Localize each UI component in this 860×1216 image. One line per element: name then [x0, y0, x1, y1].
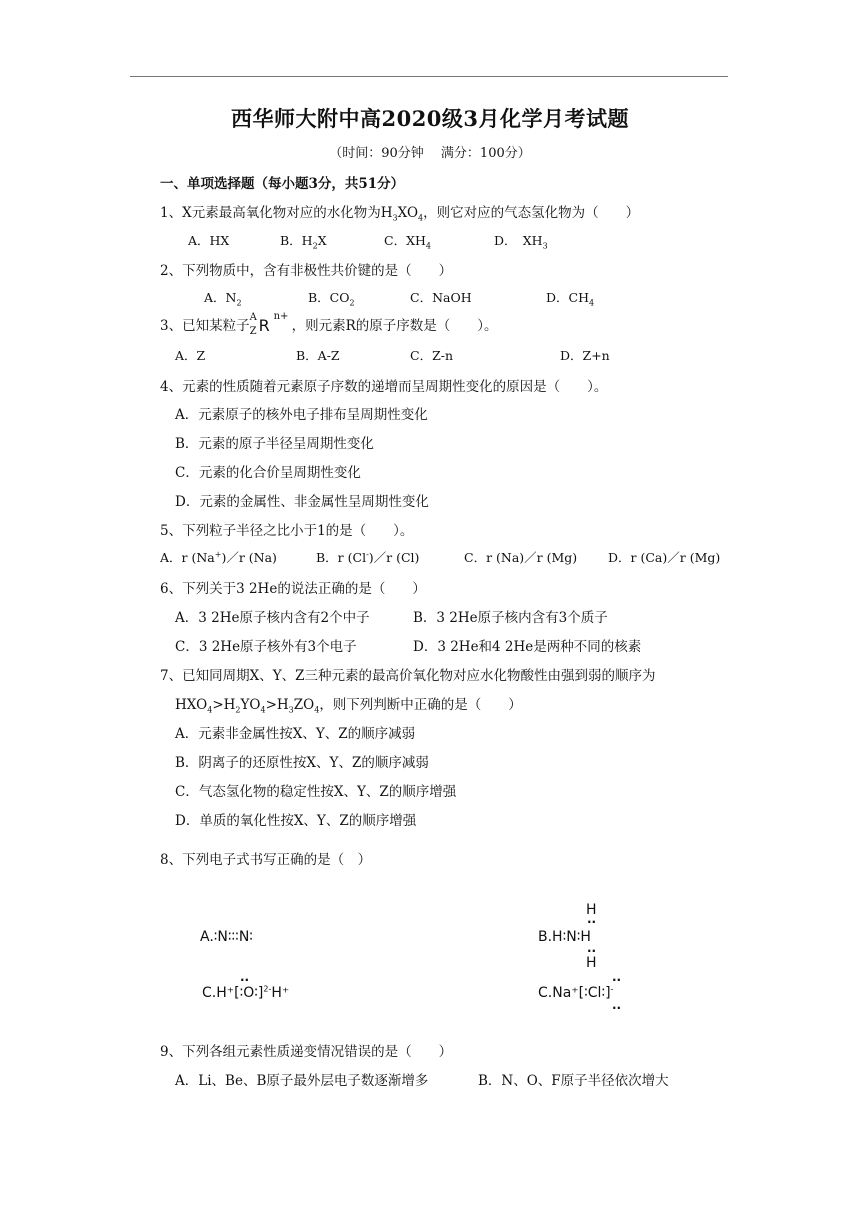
- question-6-option-d: D．3 2He和4 2He是两种不同的核素: [413, 639, 642, 655]
- page-title: 西华师大附中高2020级3月化学月考试题: [230, 106, 630, 131]
- question-7-option-a: A．元素非金属性按X、Y、Z的顺序减弱: [175, 726, 416, 742]
- exam-info: （时间：90分钟 满分：100分）: [329, 146, 531, 161]
- electron-formula-d: C.Na⁺[∶Cl∶]-: [538, 984, 614, 1001]
- header-rule: [130, 76, 728, 77]
- electron-dots: ··: [612, 973, 622, 987]
- question-2-option-c: C．NaOH: [410, 290, 472, 305]
- electron-dots: ··: [587, 944, 597, 958]
- question-9-option-a: A．Li、Be、B原子最外层电子数逐渐增多: [175, 1073, 429, 1089]
- electron-formula-c: C.H⁺[∶O∶]$^{2-}$H⁺: [202, 984, 290, 1001]
- question-5-option-a: A．r (Na+)／r (Na): [160, 549, 277, 565]
- electron-formula-b: B.H∶N∶H: [538, 929, 591, 945]
- question-3-option-c: C．Z-n: [410, 348, 454, 363]
- question-1-option-a: A．HX: [188, 233, 230, 248]
- question-1-option-c: C．$XH_4$: [384, 233, 431, 251]
- electron-formula-a: A.∶N∶∶∶N∶: [200, 929, 253, 945]
- question-4-option-d: D．元素的金属性、非金属性呈周期性变化: [175, 494, 429, 510]
- electron-formula-b-bottom-h: H: [586, 955, 597, 971]
- question-2-stem: 2、下列物质中，含有非极性共价键的是（ ）: [160, 263, 453, 279]
- question-6-option-a: A．3 2He原子核内含有2个中子: [175, 610, 370, 626]
- question-6-option-c: C．3 2He原子核外有3个电子: [175, 639, 357, 655]
- section-heading: 一、单项选择题（每小题3分，共51分）: [160, 176, 405, 192]
- electron-formula-b-top-h: H: [586, 902, 597, 918]
- question-9-stem: 9、下列各组元素性质递变情况错误的是（ ）: [160, 1044, 453, 1060]
- question-6-option-b: B．3 2He原子核内含有3个质子: [413, 610, 608, 626]
- electron-dots: ··: [587, 915, 597, 929]
- question-1-stem: 1、X元素最高氧化物对应的水化物为$H_3XO_4$，则它对应的气态氢化物为（ ）: [160, 205, 640, 223]
- question-1-option-b: B．$H_2X$: [280, 233, 327, 251]
- question-4-option-c: C．元素的化合价呈周期性变化: [175, 465, 361, 481]
- question-3-option-a: A．Z: [175, 348, 206, 363]
- nuclide-symbol: A Z R n+: [249, 311, 289, 337]
- question-1-option-d: D． $XH_3$: [494, 233, 548, 251]
- question-9-option-b: B．N、O、F原子半径依次增大: [478, 1073, 669, 1089]
- question-7-option-b: B．阴离子的还原性按X、Y、Z的顺序减弱: [175, 755, 429, 771]
- question-5-option-d: D．r (Ca)／r (Mg): [608, 550, 721, 565]
- electron-dots: ··: [612, 1001, 622, 1015]
- question-7-option-d: D．单质的氧化性按X、Y、Z的顺序增强: [175, 813, 417, 829]
- question-7-option-c: C．气态氢化物的稳定性按X、Y、Z的顺序增强: [175, 784, 457, 800]
- question-3-stem: 3、已知某粒子 A Z R n+ ，则元素R的原子序数是（ ）。: [160, 311, 498, 337]
- question-7-acid-order: $HXO_4>H_2YO_4>H_3ZO_4$，则下列判断中正确的是（ ）: [175, 697, 522, 715]
- question-5-option-b: B．r (Cl-)／r (Cl): [316, 549, 420, 565]
- question-5-option-c: C．r (Na)／r (Mg): [464, 550, 578, 565]
- question-2-option-a: A．$N_2$: [204, 290, 242, 308]
- question-8-stem: 8、下列电子式书写正确的是（ ）: [160, 852, 372, 868]
- question-5-stem: 5、下列粒子半径之比小于1的是（ ）。: [160, 523, 414, 539]
- question-4-stem: 4、元素的性质随着元素原子序数的递增而呈周期性变化的原因是（ ）。: [160, 379, 608, 395]
- question-3-option-b: B．A-Z: [296, 348, 340, 363]
- question-7-stem: 7、已知同周期X、Y、Z三种元素的最高价氧化物对应水化物酸性由强到弱的顺序为: [160, 668, 656, 684]
- question-3-option-d: D．Z+n: [560, 348, 610, 363]
- question-4-option-a: A．元素原子的核外电子排布呈周期性变化: [175, 407, 428, 423]
- question-2-option-d: D．$CH_4$: [546, 290, 595, 308]
- question-4-option-b: B．元素的原子半径呈周期性变化: [175, 436, 374, 452]
- question-2-option-b: B．$CO_2$: [308, 290, 355, 308]
- electron-dots: ··: [240, 973, 250, 987]
- question-6-stem: 6、下列关于3 2He的说法正确的是（ ）: [160, 581, 426, 597]
